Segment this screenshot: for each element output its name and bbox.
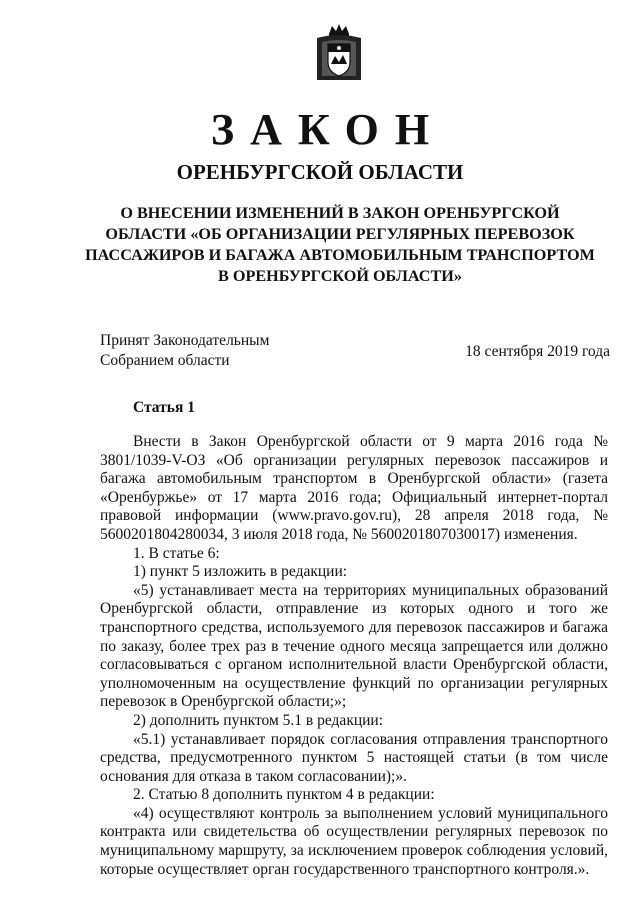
document-title: ЗАКОН <box>210 105 446 154</box>
paragraph: Внести в Закон Оренбургской области от 9 марта 2016 года № 3801/1039-V-ОЗ «Об организации регулярных перевозок пассажиров и багажа автомобильным транспортом в Оренбургской области» (газета «Оренбуржье» от 17 марта 2016 года; Официальный интернет-портал правовой информации (www.pravo.gov.ru), 28 апреля 2018 года, № 5600201804280034, 3 июля 2018 года, № 5600201807030017) изменения. <box>100 433 608 543</box>
adoption-line-1: Принят Законодательным <box>100 332 270 349</box>
paragraph: «5.1) устанавливает порядок согласования отправления транспортного средства, предусмотренного пунктом 5 настоящей статьи (в том числе основания для отказа в таком согласовании);». <box>100 730 608 785</box>
article-body <box>100 433 608 879</box>
paragraph: «4) осуществляют контроль за выполнением условий муниципального контракта или свидетельства об осуществлении регулярных перевозок по муниципальному маршруту, за исключением проверок соблюдения условий, которые осуществляет орган государственного транспортного контроля.». <box>100 804 608 878</box>
adoption-date: 18 сентября 2019 года <box>465 343 610 360</box>
paragraph: «5) устанавливает места на территориях муниципальных образований Оренбургской области, отправление из которых одного и того же транспортного средства, используемого для перевозок пассажиров и багажа по заказу, более трех раз в течение одного месяца запрещается или должно согласовываться с органом исполнительной власти Оренбургской области, уполномоченным на осуществление функций по организации регулярных перевозок в Оренбургской области;»; <box>100 581 608 711</box>
law-subject-heading: О ВНЕСЕНИИ ИЗМЕНЕНИЙ В ЗАКОН ОРЕНБУРГСКОЙ ОБЛАСТИ «ОБ ОРГАНИЗАЦИИ РЕГУЛЯРНЫХ ПЕРЕВОЗОК ПАССАЖИРОВ И БАГАЖА АВТОМОБИЛЬНЫМ ТРАНСПОРТОМ В ОРЕНБУРГСКОЙ ОБЛАСТИ» <box>85 204 595 285</box>
paragraph: 1) пункт 5 изложить в редакции: <box>133 563 348 581</box>
paragraph: 2) дополнить пунктом 5.1 в редакции: <box>133 711 384 729</box>
orenburg-coat-of-arms-icon <box>314 22 364 84</box>
article-heading: Статья 1 <box>133 399 195 416</box>
region-name: ОРЕНБУРГСКОЙ ОБЛАСТИ <box>176 160 464 184</box>
adoption-block <box>100 331 269 371</box>
paragraph: 1. В статье 6: <box>133 544 220 562</box>
paragraph: 2. Статью 8 дополнить пунктом 4 в редакции: <box>133 786 435 804</box>
adoption-line-2: Собранием области <box>100 352 230 369</box>
